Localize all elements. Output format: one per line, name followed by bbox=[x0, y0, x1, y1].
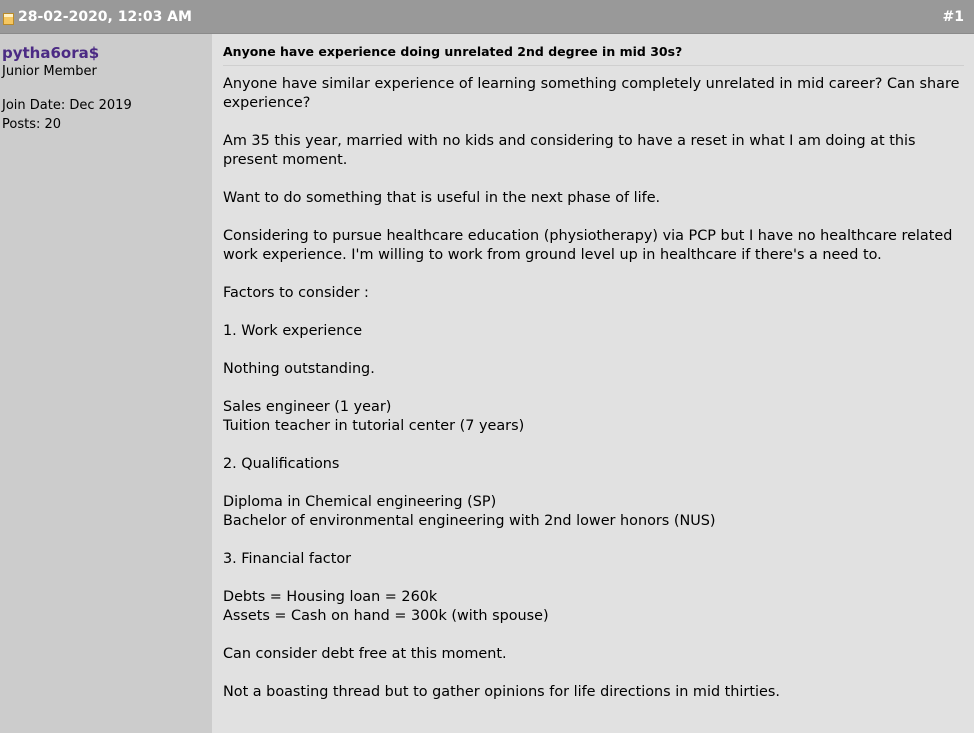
message-paragraph bbox=[223, 683, 964, 702]
message-line: Can consider debt free at this moment. bbox=[223, 646, 507, 662]
message-line: Nothing outstanding. bbox=[223, 361, 375, 377]
post-date-group bbox=[3, 9, 192, 25]
user-title: Junior Member bbox=[2, 64, 97, 79]
message-line: 3. Financial factor bbox=[223, 551, 352, 567]
post-number-link[interactable]: #1 bbox=[942, 8, 964, 25]
message-paragraph bbox=[223, 645, 964, 664]
message-paragraph bbox=[223, 189, 964, 208]
message-line: Diploma in Chemical engineering (SP) bbox=[223, 494, 497, 510]
message-paragraph bbox=[223, 493, 964, 531]
post-status-icon bbox=[3, 13, 14, 25]
message-paragraph bbox=[223, 75, 964, 113]
message-line: Factors to consider : bbox=[223, 285, 369, 301]
message-line: Assets = Cash on hand = 300k (with spouse) bbox=[223, 608, 549, 624]
post-date: 28-02-2020, 12:03 AM bbox=[18, 8, 192, 25]
message-paragraph bbox=[223, 588, 964, 626]
join-date: Join Date: Dec 2019 bbox=[2, 98, 132, 113]
message-line: 1. Work experience bbox=[223, 323, 363, 339]
message-line: Bachelor of environmental engineering with 2nd lower honors (NUS) bbox=[223, 513, 716, 529]
message-paragraph bbox=[223, 132, 964, 170]
message-paragraph bbox=[223, 227, 964, 265]
message-line: Not a boasting thread but to gather opinions for life directions in mid thirties. bbox=[223, 684, 780, 700]
message-line: Sales engineer (1 year) bbox=[223, 399, 392, 415]
message-paragraph bbox=[223, 360, 964, 379]
message-paragraph bbox=[223, 455, 964, 474]
user-info-panel bbox=[0, 34, 212, 733]
message-line: Anyone have similar experience of learning something completely unrelated in mid career? Can share experience? bbox=[223, 76, 960, 111]
message-line: Considering to pursue healthcare education (physiotherapy) via PCP but I have no healthcare related work experience. I'm willing to work from ground level up in healthcare if there's a need to. bbox=[223, 228, 953, 263]
message-line: Tuition teacher in tutorial center (7 years) bbox=[223, 418, 525, 434]
message-line: Am 35 this year, married with no kids and considering to have a reset in what I am doing at this present moment. bbox=[223, 133, 916, 168]
message-line: 2. Qualifications bbox=[223, 456, 340, 472]
post-content bbox=[212, 34, 974, 733]
post-count: Posts: 20 bbox=[2, 117, 62, 132]
message-paragraph bbox=[223, 550, 964, 569]
post-message bbox=[223, 75, 964, 702]
thread-title: Anyone have experience doing unrelated 2nd degree in mid 30s? bbox=[223, 44, 964, 66]
message-line: Debts = Housing loan = 260k bbox=[223, 589, 438, 605]
message-paragraph bbox=[223, 398, 964, 436]
message-paragraph bbox=[223, 284, 964, 303]
message-line: Want to do something that is useful in the next phase of life. bbox=[223, 190, 661, 206]
post-body bbox=[0, 34, 974, 733]
username-link[interactable]: pytha6ora$ bbox=[2, 44, 100, 62]
post-header bbox=[0, 0, 974, 34]
message-paragraph bbox=[223, 322, 964, 341]
